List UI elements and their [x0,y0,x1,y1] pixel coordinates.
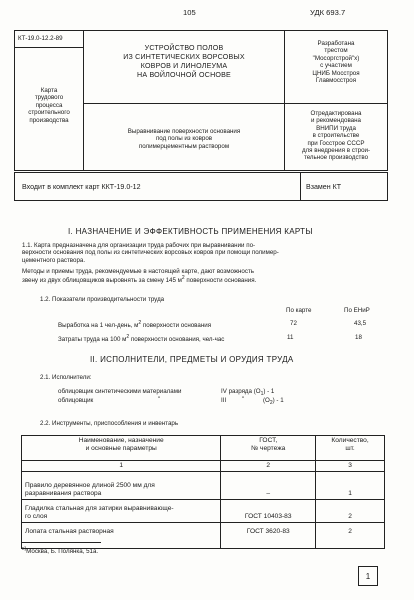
card-title: УСТРОЙСТВО ПОЛОВ ИЗ СИНТЕТИЧЕСКИХ ВОРСОВЫХ КОВРОВ И ЛИНОЛЕУМА НА ВОЙЛОЧНОЙ ОСНОВЕ [123,44,245,79]
header-mid-divider [83,103,388,104]
executor-2-ditto: " [158,396,161,403]
table-row [22,523,385,549]
header-divider-left [83,30,84,171]
composition-divider [300,172,301,201]
column-number: 3 [316,461,385,472]
labor-row-label: Затраты труда на 100 $м^2$ поверхности основания, чел-час [58,334,225,344]
replaces-card: Взамен КТ [306,183,342,191]
executor-2-name: облицовщик [58,397,94,404]
table-cell: – [221,472,316,500]
table-header: ГОСТ, № чертежа [221,436,316,461]
executor-1-grade: IV разряда $(О_1) - 1$ [221,388,275,398]
section-2-paragraph-1: 2.1. Исполнители: [40,374,92,381]
table-row [22,500,385,523]
executor-2-grade: III [221,397,227,404]
card-code: КТ-19.0-12.2-89 [18,35,63,42]
tools-table [21,435,385,549]
table-cell: 2 [316,500,385,523]
footnote-rule [21,542,101,543]
table-row [22,472,385,500]
table-number-row [22,461,385,472]
labor-by-enir: 18 [355,334,362,341]
header-code-divider [14,47,84,48]
output-row-label: Выработка на 1 чел-день, $м^2$ поверхности основания [58,320,212,330]
included-in-set: Входит в комплект карт ККТ-19.0-12 [22,183,141,191]
section-2-paragraph-2: 2.2. Инструменты, приспособления и инвентарь [40,420,179,427]
section-2-title: II. ИСПОЛНИТЕЛИ, ПРЕДМЕТЫ И ОРУДИЯ ТРУДА [90,355,294,364]
column-by-card: По карте [286,307,312,314]
section-1-paragraph-1: 1.1. Карта предназначена для организации труда рабочих при выравнивании по- верхности основания под полы из синтетических ворсовых ковров при помощи полимер- цементного раствора. [22,242,279,264]
table-cell: ГОСТ 3620-83 [221,523,316,549]
page-box: 1 [358,566,378,586]
output-by-enir: 43,5 [354,320,367,327]
executor-2-count: $(О_2) - 1$ [263,397,284,407]
table-header-row [22,436,385,461]
table-header: Количество, шт. [316,436,385,461]
section-1-paragraph-2: Методы и приемы труда, рекомендуемые в настоящей карте, дают возможность звену из двух облицовщиков выровнять за смену 145 $м^2$ поверхности основания. [22,268,257,285]
card-subtitle: Выравнивание поверхности основания под полы из ковров полимерцементным раствором [127,128,241,150]
recommendation-info: Отредактирована и рекомендована ВНИПИ труда в строительстве при Госстрое СССР для внедрения в строи- тельное производство [301,110,371,162]
column-number: 2 [221,461,316,472]
table-cell: 2 [316,523,385,549]
table-header: Наименование, назначение и основные параметры [22,436,221,461]
section-1-paragraph-3: 1.2. Показатели производительности труда [40,296,165,303]
section-1-title: I. НАЗНАЧЕНИЕ И ЭФФЕКТИВНОСТЬ ПРИМЕНЕНИЯ КАРТЫ [68,227,313,236]
table-cell: Гладилка стальная для затирки выравнивающе- го слоя [22,500,221,523]
column-number: 1 [22,461,221,472]
header-divider-right [284,30,285,171]
executor-1-name: облицовщик синтетическими материалами [58,388,182,395]
executor-2-ditto-2: " [242,396,245,403]
table-cell: 1 [316,472,385,500]
column-by-enir: По ЕНиР [344,307,370,314]
footnote: $^{x)}$Москва, Б. Полянка, 51а. [22,546,99,556]
table-cell: ГОСТ 10403-83 [221,500,316,523]
labor-by-card: 11 [287,334,294,341]
table-cell: Лопата стальная растворная [22,523,221,549]
card-type: Карта трудового процесса строительного производства [28,87,70,124]
page-number: 105 [183,8,196,17]
table-cell: Правило деревянное длиной 2500 мм для разравнивания раствора [22,472,221,500]
udk-code: УДК 693.7 [310,8,346,17]
developer-info: Разработана трестом "Мосоргстрой"x) с участием ЦНИБ Мосстроя Главмосстроя [312,40,360,85]
output-by-card: 72 [290,320,297,327]
